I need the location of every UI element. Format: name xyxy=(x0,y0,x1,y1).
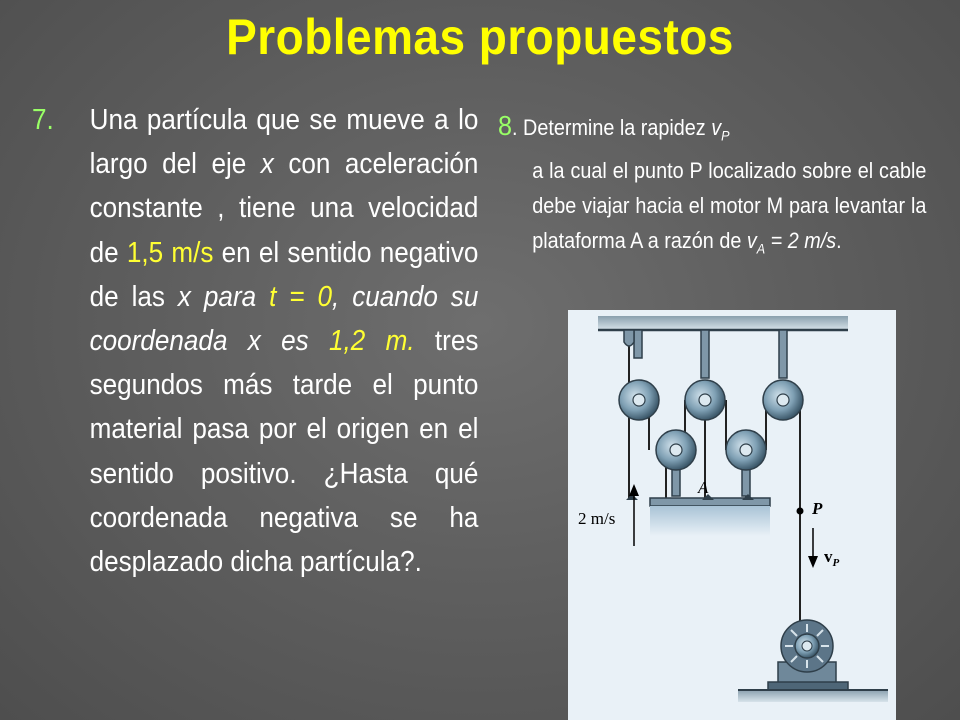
problem-8-first-line xyxy=(498,108,926,153)
pulley-hub xyxy=(633,394,645,406)
problem-7-text-part: x para xyxy=(177,280,270,313)
pulley-hub xyxy=(740,444,752,456)
pulley-hub xyxy=(699,394,711,406)
problem-7-text-part: con aceleración constante , tiene una velocidad de xyxy=(89,148,479,269)
point-p-marker xyxy=(797,508,804,515)
problem-8-vp-sub: P xyxy=(721,127,730,144)
velocity-arrow xyxy=(629,484,639,546)
problem-7 xyxy=(32,98,478,584)
vp-label-main: v xyxy=(824,547,833,566)
problem-7-time: t = 0 xyxy=(269,280,333,313)
cable-anchor xyxy=(624,330,634,346)
problem-8-text-part: . xyxy=(836,228,842,254)
problem-7-coordinate: 1,2 m. xyxy=(329,325,415,358)
problem-7-number: 7. xyxy=(32,104,54,136)
vp-label-sub: P xyxy=(832,557,840,569)
problem-8-text xyxy=(532,153,926,266)
problem-7-velocity: 1,5 m/s xyxy=(126,236,214,269)
problem-8-text-part: a la cual el punto P localizado sobre el cable debe viajar hacia el motor M para levantar la plataforma A a razón de xyxy=(532,158,927,254)
top-pulleys xyxy=(619,380,803,420)
problem-7-var-x: x xyxy=(260,148,274,181)
vp-arrow xyxy=(808,528,818,568)
problem-8-va: v xyxy=(746,228,757,254)
pulley-hub xyxy=(670,444,682,456)
problem-8-va-sub: A xyxy=(756,240,766,257)
hangers xyxy=(634,330,787,378)
platform-a xyxy=(626,494,770,536)
velocity-label: 2 m/s xyxy=(578,509,616,528)
problem-8-va-value: = 2 m/s xyxy=(765,228,837,254)
problem-7-text-part: Una partícula que se mueve a lo largo del eje xyxy=(89,104,479,181)
problem-7-text xyxy=(90,98,479,584)
point-p-label: P xyxy=(812,499,823,518)
problem-7-text-part: tres segundos más tarde el punto material pasa por el origen en el sentido positivo. ¿Hasta qué coordenada negativa se ha desplazado dicha partícula?. xyxy=(89,325,479,579)
problem-7-text-part: en el sentido negativo de las xyxy=(89,236,479,313)
motor-m xyxy=(768,620,848,690)
ceiling xyxy=(598,316,848,330)
platform-label: A xyxy=(698,478,709,497)
problem-8-vp: v xyxy=(711,115,722,140)
problem-8-number: 8 xyxy=(498,110,513,141)
pulley-diagram xyxy=(568,310,896,720)
lower-pulleys xyxy=(656,430,766,470)
floor xyxy=(738,690,888,702)
problem-7-text-part: , cuando su coordenada x es xyxy=(89,280,479,358)
vp-label xyxy=(824,547,840,569)
pulley-figure xyxy=(568,310,896,720)
problem-8-text-part: . Determine la rapidez xyxy=(512,115,712,140)
problem-8 xyxy=(498,108,926,267)
pulley-hub xyxy=(777,394,789,406)
page-title: Problemas propuestos xyxy=(226,9,734,65)
